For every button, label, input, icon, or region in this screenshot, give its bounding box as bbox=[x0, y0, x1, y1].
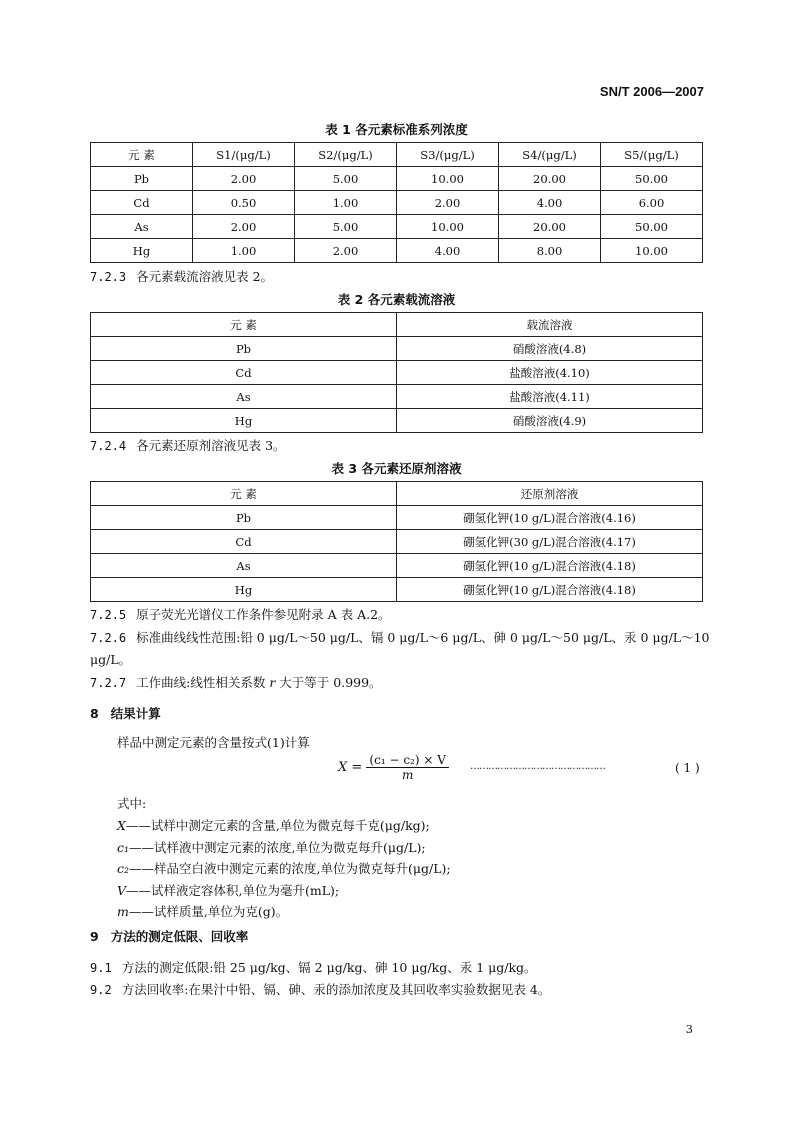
formula-numerator: (c₁ − c₂) × V bbox=[366, 753, 448, 768]
clause-9-1 bbox=[90, 957, 710, 979]
table-cell: 硼氢化钾(30 g/L)混合溶液(4.17) bbox=[397, 530, 703, 554]
table-row bbox=[91, 385, 703, 409]
table-cell: 10.00 bbox=[397, 167, 499, 191]
table-cell: 盐酸溶液(4.10) bbox=[397, 361, 703, 385]
table-cell: Pb bbox=[91, 506, 397, 530]
table-cell: Hg bbox=[91, 239, 193, 263]
section-9-heading bbox=[90, 927, 248, 945]
table-cell: 20.00 bbox=[499, 167, 601, 191]
definition-text: ——样品空白液中测定元素的浓度,单位为微克每升(μg/L); bbox=[129, 861, 451, 876]
table2-header: 载流溶液 bbox=[397, 313, 703, 337]
formula-label: ( 1 ) bbox=[675, 761, 700, 775]
table-cell: As bbox=[91, 215, 193, 239]
clause-number: 7.2.3 bbox=[90, 270, 127, 284]
table2-caption: 表 2 各元素载流溶液 bbox=[337, 292, 456, 307]
definition-symbol: X bbox=[117, 818, 126, 833]
formula-denominator: m bbox=[401, 768, 414, 782]
clause-7-2-4 bbox=[90, 435, 710, 457]
clause-7-2-7 bbox=[90, 672, 710, 694]
variable-r: r bbox=[269, 675, 276, 690]
table-cell: Cd bbox=[91, 530, 397, 554]
definition-item bbox=[117, 880, 451, 902]
clause-number: 9.2 bbox=[90, 983, 112, 997]
section-title: 结果计算 bbox=[110, 706, 161, 721]
definition-symbol: c₂ bbox=[117, 861, 130, 876]
table3-caption: 表 3 各元素还原剂溶液 bbox=[331, 461, 462, 476]
clause-7-2-5 bbox=[90, 604, 710, 626]
table-cell: 2.00 bbox=[295, 239, 397, 263]
definition-text: ——试样质量,单位为克(g)。 bbox=[128, 904, 289, 919]
definition-text: ——试样液中测定元素的浓度,单位为微克每升(μg/L); bbox=[129, 839, 426, 855]
clause-text: 方法回收率:在果汁中铅、镉、砷、汞的添加浓度及其回收率实验数据见表 4。 bbox=[121, 982, 551, 997]
table-row bbox=[91, 239, 703, 263]
table2-header: 元 素 bbox=[91, 313, 397, 337]
where-label: 式中: bbox=[117, 796, 147, 811]
clause-text: 各元素还原剂溶液见表 3。 bbox=[136, 438, 286, 453]
table-cell: Cd bbox=[91, 361, 397, 385]
table-cell: 2.00 bbox=[397, 191, 499, 215]
table-cell: Cd bbox=[91, 191, 193, 215]
table-cell: 硼氢化钾(10 g/L)混合溶液(4.18) bbox=[397, 554, 703, 578]
clause-text: 大于等于 0.999。 bbox=[279, 675, 382, 690]
table3-header-row bbox=[91, 482, 703, 506]
clause-number: 7.2.5 bbox=[90, 608, 127, 622]
table-cell: 盐酸溶液(4.11) bbox=[397, 385, 703, 409]
section-number: 9 bbox=[90, 929, 99, 944]
table3 bbox=[90, 481, 703, 602]
clause-number: 9.1 bbox=[90, 961, 112, 975]
table3-header: 元 素 bbox=[91, 482, 397, 506]
table-cell: 10.00 bbox=[601, 239, 703, 263]
table-cell: 硼氢化钾(10 g/L)混合溶液(4.16) bbox=[397, 506, 703, 530]
section-8-heading bbox=[90, 704, 161, 722]
clause-text: 工作曲线:线性相关系数 bbox=[136, 675, 266, 690]
definition-item bbox=[117, 837, 451, 859]
table-row bbox=[91, 530, 703, 554]
table-cell: As bbox=[91, 554, 397, 578]
table-cell: 2.00 bbox=[193, 167, 295, 191]
clause-number: 7.2.4 bbox=[90, 439, 127, 453]
table3-header: 还原剂溶液 bbox=[397, 482, 703, 506]
table-cell: 硼氢化钾(10 g/L)混合溶液(4.18) bbox=[397, 578, 703, 602]
table1-header: S3/(μg/L) bbox=[397, 143, 499, 167]
table-row bbox=[91, 409, 703, 433]
definition-item bbox=[117, 858, 451, 880]
clause-7-2-3 bbox=[90, 266, 710, 288]
doc-header: SN/T 2006—2007 bbox=[599, 84, 704, 99]
table-row bbox=[91, 191, 703, 215]
clause-text: 方法的测定低限:铅 25 μg/kg、镉 2 μg/kg、砷 10 μg/kg、汞 1 μg/kg。 bbox=[121, 960, 537, 975]
table1-header: S4/(μg/L) bbox=[499, 143, 601, 167]
clause-number: 7.2.6 bbox=[90, 631, 127, 645]
table-cell: 20.00 bbox=[499, 215, 601, 239]
table-cell: 50.00 bbox=[601, 167, 703, 191]
clause-text: 标准曲线线性范围:铅 0 μg/L～50 μg/L、镉 0 μg/L～6 μg/L、砷 0 μg/L～50 μg/L、汞 0 μg/L～10 μg/L。 bbox=[90, 630, 710, 667]
formula-lhs: X = bbox=[338, 760, 363, 775]
table-cell: 2.00 bbox=[193, 215, 295, 239]
formula-leader-dots: ……………………………………… bbox=[470, 761, 605, 772]
table-cell: 5.00 bbox=[295, 167, 397, 191]
table-cell: 5.00 bbox=[295, 215, 397, 239]
clause-7-2-6 bbox=[90, 627, 710, 671]
table-cell: 8.00 bbox=[499, 239, 601, 263]
table-cell: 1.00 bbox=[295, 191, 397, 215]
table2-header-row bbox=[91, 313, 703, 337]
definition-symbol: V bbox=[117, 882, 127, 898]
definition-symbol: c₁ bbox=[117, 839, 130, 855]
table-cell: 硝酸溶液(4.9) bbox=[397, 409, 703, 433]
formula-intro: 样品中测定元素的含量按式(1)计算 bbox=[117, 735, 310, 750]
table1-header: S1/(μg/L) bbox=[193, 143, 295, 167]
table-row bbox=[91, 554, 703, 578]
table-row bbox=[91, 167, 703, 191]
table-row bbox=[91, 337, 703, 361]
table-cell: 4.00 bbox=[499, 191, 601, 215]
table1-caption: 表 1 各元素标准系列浓度 bbox=[325, 122, 468, 137]
table-row bbox=[91, 578, 703, 602]
definition-item bbox=[117, 901, 451, 923]
table-cell: 4.00 bbox=[397, 239, 499, 263]
table-row bbox=[91, 215, 703, 239]
table-cell: 硝酸溶液(4.8) bbox=[397, 337, 703, 361]
table-cell: 10.00 bbox=[397, 215, 499, 239]
table1 bbox=[90, 142, 703, 263]
table-cell: Hg bbox=[91, 578, 397, 602]
definition-symbol: m bbox=[117, 904, 129, 919]
table-cell: As bbox=[91, 385, 397, 409]
definition-text: ——试样中测定元素的含量,单位为微克每千克(μg/kg); bbox=[125, 818, 430, 833]
definition-item bbox=[117, 815, 451, 837]
table-cell: Pb bbox=[91, 337, 397, 361]
table-cell: Pb bbox=[91, 167, 193, 191]
section-title: 方法的测定低限、回收率 bbox=[110, 929, 249, 944]
table-row bbox=[91, 361, 703, 385]
clause-number: 7.2.7 bbox=[90, 676, 127, 690]
table-cell: 1.00 bbox=[193, 239, 295, 263]
table1-header: S5/(μg/L) bbox=[601, 143, 703, 167]
table-row bbox=[91, 506, 703, 530]
table1-header: 元 素 bbox=[91, 143, 193, 167]
formula-fraction bbox=[366, 753, 448, 782]
table-cell: 0.50 bbox=[193, 191, 295, 215]
clause-text: 原子荧光光谱仪工作条件参见附录 A 表 A.2。 bbox=[136, 607, 391, 622]
definitions-list bbox=[117, 815, 451, 923]
table-cell: 50.00 bbox=[601, 215, 703, 239]
section-number: 8 bbox=[90, 706, 99, 721]
formula bbox=[338, 753, 449, 782]
table2 bbox=[90, 312, 703, 433]
table1-header: S2/(μg/L) bbox=[295, 143, 397, 167]
page-number: 3 bbox=[685, 1022, 693, 1036]
clause-9-2 bbox=[90, 979, 710, 1001]
clause-text: 各元素载流溶液见表 2。 bbox=[136, 269, 274, 284]
definition-text: ——试样液定容体积,单位为毫升(mL); bbox=[126, 882, 340, 898]
table1-header-row bbox=[91, 143, 703, 167]
table-cell: 6.00 bbox=[601, 191, 703, 215]
table-cell: Hg bbox=[91, 409, 397, 433]
